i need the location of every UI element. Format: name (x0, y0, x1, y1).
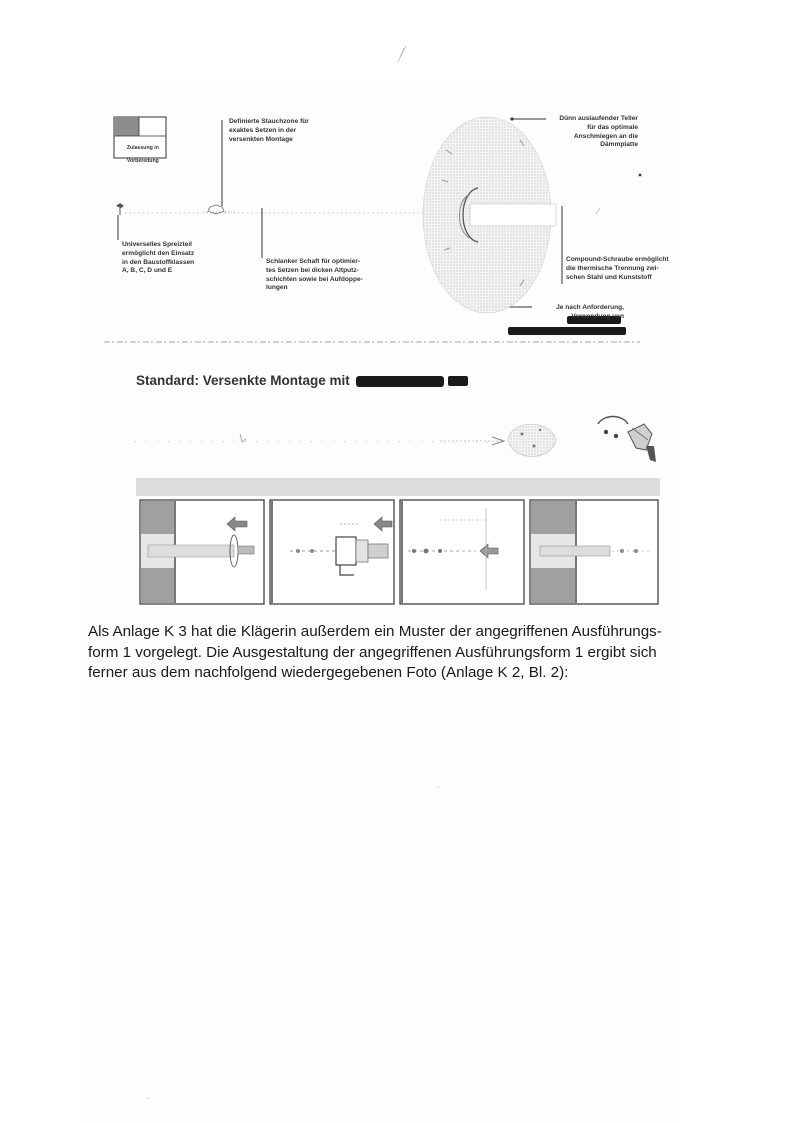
small-dot (639, 174, 642, 177)
body-line-1: Als Anlage K 3 hat die Klägerin außerdem ein Muster der angegriffenen Ausführungs- (88, 623, 662, 640)
redaction-bar (448, 376, 468, 386)
step-panel-4 (530, 500, 658, 604)
figure-caption: Standard: Versenkte Montage mit (136, 373, 350, 388)
stauchzone-mark-icon (204, 205, 236, 214)
step-panel-3 (400, 500, 524, 604)
product-strip (135, 417, 656, 463)
step-panel-1 (140, 500, 264, 604)
approval-line-1: Zulassung in (126, 145, 159, 152)
callout-stauchzone: Definierte Stauchzone für exaktes Setzen in der versenkten Montage (229, 118, 309, 143)
gray-band (136, 478, 660, 496)
approval-line-2: Vorbereitung (126, 158, 159, 165)
redaction-bar (356, 376, 444, 387)
callout-anforderung: Je nach Anforderung, Verwendung von (556, 304, 624, 320)
pen-mark (398, 46, 406, 62)
anchor-tip-icon (116, 203, 124, 215)
body-line-3: ferner aus dem nachfolgend wiedergegebenen Foto (Anlage K 2, Bl. 2): (88, 664, 569, 682)
approval-box-label (117, 139, 163, 171)
redaction-bar (508, 327, 626, 335)
callout-spreizteil: Universelles Spreizteil ermöglicht den Einsatz in den Baustoffklassen A, B, C, D und E (122, 241, 195, 275)
callout-schaft: Schlanker Schaft für optimier- tes Setzen bei dicken Altputz- schichten sowie bei Aufdoppe- lungen (266, 258, 363, 292)
tool-icon (598, 417, 656, 463)
callout-teller: Dünn auslaufender Teller für das optimale Anschmiegen an die Dämmplatte (559, 115, 638, 149)
body-line-2: form 1 vorgelegt. Die Ausgestaltung der angegriffenen Ausführungsform 1 ergibt sich (88, 643, 657, 661)
callout-schraube: Compound-Schraube ermöglicht die thermische Trennung zwi- schen Stahl und Kunststoff (566, 256, 669, 281)
body-paragraph (88, 622, 728, 684)
step-panel-2 (270, 500, 394, 604)
